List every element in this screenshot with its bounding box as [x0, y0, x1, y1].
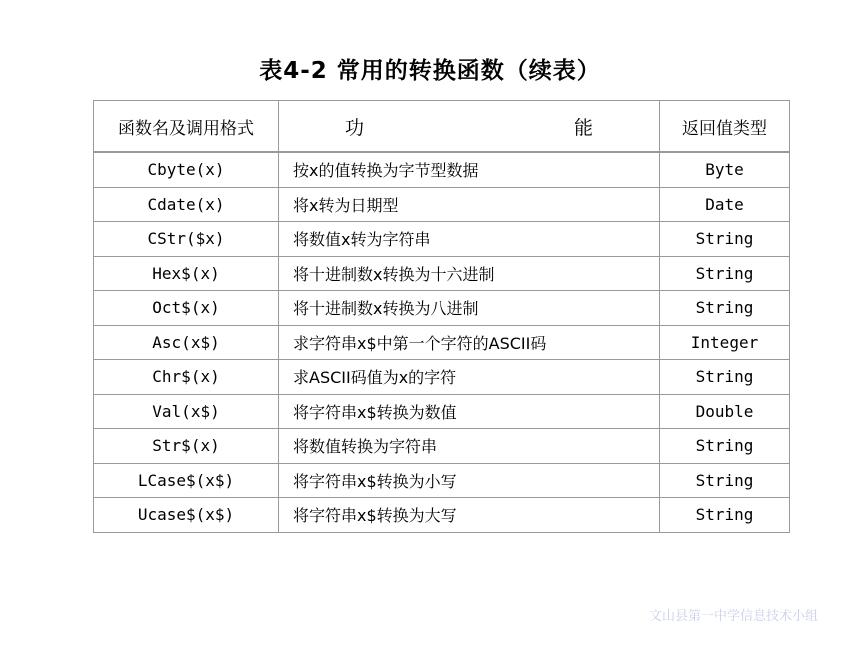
function-desc-cell: 将x转为日期型: [279, 187, 660, 222]
return-type-cell: Byte: [660, 152, 790, 187]
return-type-cell: String: [660, 360, 790, 395]
return-type-cell: String: [660, 222, 790, 257]
function-name-cell: Asc(x$): [94, 325, 279, 360]
function-desc-cell: 将十进制数x转换为八进制: [279, 291, 660, 326]
function-name-cell: Str$(x): [94, 429, 279, 464]
function-desc-cell: 求ASCII码值为x的字符: [279, 360, 660, 395]
function-name-cell: Ucase$(x$): [94, 498, 279, 533]
return-type-cell: String: [660, 498, 790, 533]
function-name-cell: Cdate(x): [94, 187, 279, 222]
function-desc-cell: 求字符串x$中第一个字符的ASCII码: [279, 325, 660, 360]
function-desc-cell: 将字符串x$转换为数值: [279, 394, 660, 429]
function-name-cell: CStr($x): [94, 222, 279, 257]
function-desc-cell: 将字符串x$转换为小写: [279, 463, 660, 498]
header-function-name: 函数名及调用格式: [94, 101, 279, 153]
table-row: [94, 394, 790, 429]
table-row: [94, 291, 790, 326]
table-row: [94, 325, 790, 360]
function-desc-cell: 按x的值转换为字节型数据: [279, 152, 660, 187]
return-type-cell: String: [660, 291, 790, 326]
function-name-cell: Chr$(x): [94, 360, 279, 395]
header-function-right: 能: [574, 116, 594, 139]
return-type-cell: String: [660, 429, 790, 464]
return-type-cell: Double: [660, 394, 790, 429]
function-name-cell: LCase$(x$): [94, 463, 279, 498]
footer-watermark: 文山县第一中学信息技术小组: [648, 609, 818, 624]
table-row: [94, 256, 790, 291]
function-desc-cell: 将数值转换为字符串: [279, 429, 660, 464]
header-return-type: 返回值类型: [660, 101, 790, 153]
return-type-cell: Integer: [660, 325, 790, 360]
table-row: [94, 498, 790, 533]
table-row: [94, 187, 790, 222]
function-name-cell: Val(x$): [94, 394, 279, 429]
conversion-functions-table: [93, 100, 790, 533]
function-name-cell: Hex$(x): [94, 256, 279, 291]
function-name-cell: Cbyte(x): [94, 152, 279, 187]
table-header-row: [94, 101, 790, 153]
table-title: 表4-2 常用的转换函数（续表）: [259, 58, 601, 84]
table-row: [94, 463, 790, 498]
return-type-cell: String: [660, 256, 790, 291]
return-type-cell: Date: [660, 187, 790, 222]
header-function-left: 功: [344, 116, 364, 139]
function-desc-cell: 将字符串x$转换为大写: [279, 498, 660, 533]
function-desc-cell: 将十进制数x转换为十六进制: [279, 256, 660, 291]
function-desc-cell: 将数值x转为字符串: [279, 222, 660, 257]
table-row: [94, 222, 790, 257]
table-row: [94, 360, 790, 395]
header-function: [279, 101, 660, 153]
function-name-cell: Oct$(x): [94, 291, 279, 326]
return-type-cell: String: [660, 463, 790, 498]
table-row: [94, 429, 790, 464]
table-row: [94, 152, 790, 187]
